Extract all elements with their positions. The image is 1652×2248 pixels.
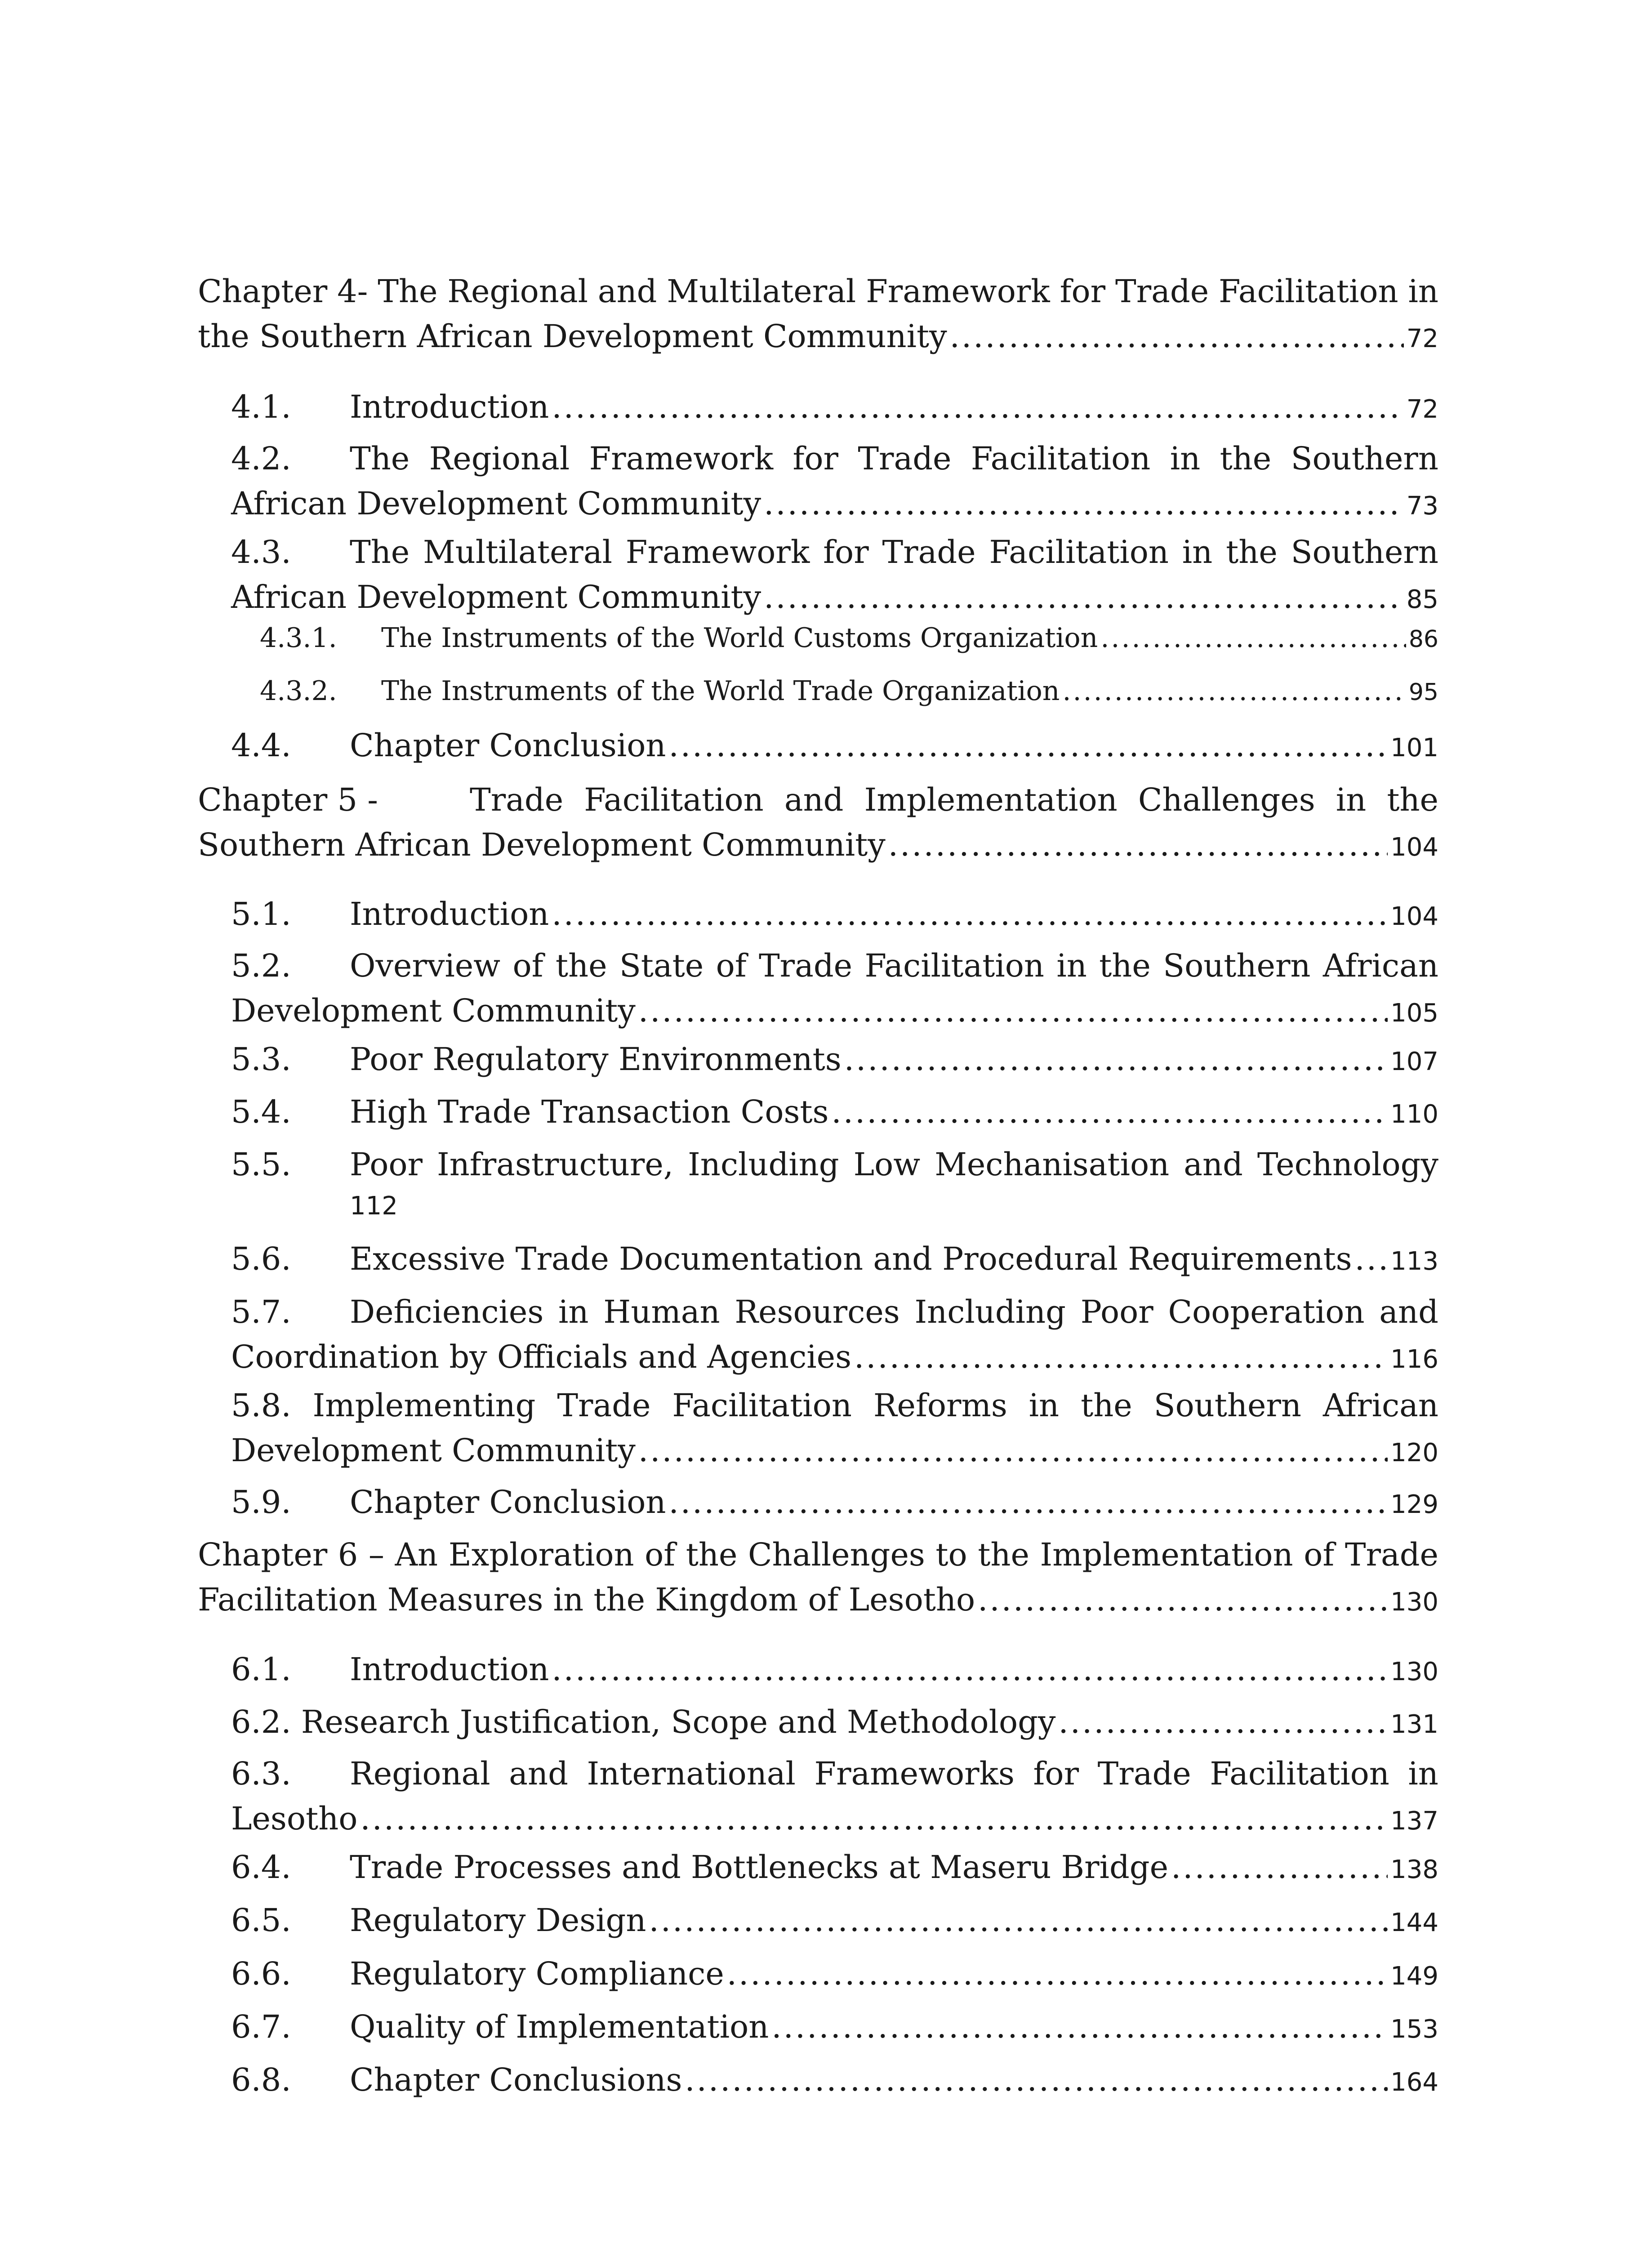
dot-leader: [764, 578, 1404, 617]
toc-entry-number: 5.6.: [231, 1240, 291, 1277]
dot-leader: [950, 317, 1404, 357]
toc-page-number: 149: [1390, 1962, 1438, 1991]
toc-page-number: 104: [1390, 833, 1438, 862]
toc-word: Trade: [1345, 1536, 1438, 1573]
dot-leader: [1062, 674, 1406, 708]
toc-word: of: [1304, 1536, 1335, 1573]
toc-page-number: 85: [1406, 585, 1438, 614]
toc-word: Chapter: [198, 1536, 328, 1573]
toc-entry-title: Regulatory Design: [350, 1902, 646, 1939]
toc-page-number: 105: [1390, 999, 1438, 1028]
toc-entry-line: [231, 578, 1438, 620]
dot-leader: [552, 388, 1403, 427]
toc-word: the: [1226, 534, 1278, 571]
toc-entry-title: the Southern African Development Community: [198, 318, 947, 355]
toc-entry-line: [198, 825, 1438, 867]
toc-entry-title: Chapter Conclusion: [350, 727, 666, 764]
toc-entry-line: [198, 317, 1438, 359]
dot-leader: [831, 1093, 1388, 1132]
toc-word: in: [1170, 440, 1201, 477]
dot-leader: [854, 1338, 1388, 1377]
toc-entry-title: Introduction: [350, 1651, 549, 1688]
toc-entry-number: 5.4.: [231, 1093, 291, 1130]
toc-word: Challenges: [748, 1536, 925, 1573]
toc-word: Facilitation: [584, 781, 764, 818]
toc-entry-title: Southern African Development Community: [198, 826, 886, 863]
toc-word: Framework: [589, 440, 774, 477]
toc-entry-title: Coordination by Officials and Agencies: [231, 1338, 852, 1375]
toc-word: Implementing: [312, 1387, 536, 1424]
toc-entry-line: [231, 1338, 1438, 1379]
toc-entry-number: 6.5.: [231, 1902, 291, 1939]
toc-entry-number: 6.3.: [231, 1755, 291, 1792]
toc-entry-line: [350, 2007, 1438, 2049]
toc-word: Chapter: [198, 273, 328, 310]
toc-entry-title: [470, 781, 1438, 820]
toc-word: State: [619, 947, 704, 984]
toc-word: Southern: [1291, 534, 1438, 571]
toc-word: Regional: [447, 273, 588, 310]
toc-word: the: [686, 1536, 738, 1573]
toc-word: Challenges: [1138, 781, 1315, 818]
toc-entry-title: Chapter Conclusions: [350, 2061, 682, 2098]
toc-word: Resources: [735, 1293, 900, 1330]
toc-word: Trade: [470, 781, 564, 818]
toc-entry-title: Introduction: [350, 896, 549, 932]
toc-word: and: [784, 781, 844, 818]
toc-word: for: [1033, 1755, 1079, 1792]
dot-leader: [844, 1040, 1388, 1079]
toc-entry-title: Facilitation Measures in the Kingdom of Lesotho: [198, 1581, 975, 1618]
toc-entry-line: [350, 726, 1438, 768]
toc-entry-number: 6.4.: [231, 1849, 291, 1886]
toc-word: Cooperation: [1168, 1293, 1365, 1330]
toc-word: Southern: [1163, 947, 1311, 984]
toc-word: The: [350, 534, 410, 571]
toc-word: Facilitation: [1219, 273, 1398, 310]
dot-leader: [638, 991, 1388, 1031]
toc-entry-title: The Instruments of the World Trade Organization: [381, 675, 1060, 707]
toc-entry-title: Chapter Conclusion: [350, 1484, 666, 1521]
toc-entry-number: 4.3.2.: [260, 675, 337, 707]
toc-word: Framework: [625, 534, 810, 571]
toc-entry-number: 4.2.: [231, 440, 291, 477]
toc-word: of: [645, 1536, 676, 1573]
toc-word: Low: [853, 1146, 921, 1183]
toc-entry-line: [350, 1901, 1438, 1943]
toc-word: Technology: [1257, 1146, 1438, 1183]
toc-page-number: 138: [1390, 1855, 1438, 1884]
toc-word: Implementation: [1040, 1536, 1293, 1573]
toc-entry-line: [350, 388, 1438, 429]
toc-word: to: [935, 1536, 967, 1573]
toc-page-number: 129: [1390, 1490, 1438, 1519]
toc-entry-title: 6.2. Research Justification, Scope and Methodology: [231, 1704, 1056, 1740]
toc-page-number: 164: [1390, 2068, 1438, 2097]
toc-word: and: [597, 273, 657, 310]
dot-leader: [668, 1483, 1388, 1522]
toc-word: African: [1322, 1387, 1438, 1424]
toc-page-number: 130: [1390, 1657, 1438, 1686]
toc-word: Reforms: [873, 1387, 1007, 1424]
toc-word: for: [823, 534, 869, 571]
toc-word: of: [716, 947, 747, 984]
toc-word: Trade: [1115, 273, 1209, 310]
toc-word: Poor: [350, 1146, 423, 1183]
toc-entry-title: Development Community: [231, 1432, 636, 1469]
toc-entry-number: 5.7.: [231, 1293, 291, 1330]
toc-word: the: [1387, 781, 1438, 818]
toc-entry-title: [350, 1754, 1438, 1794]
toc-entry-title: [350, 1293, 1438, 1332]
toc-entry-line: [198, 1580, 1438, 1622]
toc-word: Frameworks: [814, 1755, 1015, 1792]
toc-word: Human: [603, 1293, 720, 1330]
toc-entry-number: 5.2.: [231, 947, 291, 984]
toc-entry-line: [231, 1799, 1438, 1841]
dot-leader: [685, 2061, 1388, 2100]
toc-page-number: 137: [1390, 1806, 1438, 1836]
toc-word: for: [793, 440, 838, 477]
toc-word: Southern: [1153, 1387, 1301, 1424]
toc-word: in: [1336, 781, 1367, 818]
toc-word: Facilitation: [1210, 1755, 1389, 1792]
toc-word: The: [350, 440, 410, 477]
toc-word: in: [558, 1293, 589, 1330]
dot-leader: [1355, 1240, 1388, 1279]
toc-word: Overview: [350, 947, 501, 984]
toc-word: The: [378, 273, 438, 310]
toc-word: for: [1060, 273, 1106, 310]
toc-word: Facilitation: [864, 947, 1044, 984]
toc-entry-title: [350, 533, 1438, 572]
toc-word: Multilateral: [667, 273, 856, 310]
toc-word: Mechanisation: [935, 1146, 1170, 1183]
toc-page-number: 120: [1390, 1438, 1438, 1467]
toc-page-number: 107: [1390, 1047, 1438, 1076]
dot-leader: [552, 1650, 1388, 1690]
toc-word: Regional: [350, 1755, 490, 1792]
toc-page-number: 73: [1406, 491, 1438, 521]
toc-entry-title: [198, 272, 1438, 312]
toc-word: Including: [914, 1293, 1066, 1330]
toc-word: Trade: [858, 440, 952, 477]
toc-word: Trade: [557, 1387, 651, 1424]
toc-entry-title: [231, 1386, 1438, 1426]
toc-page-number: 95: [1408, 679, 1438, 706]
toc-entry-line: [381, 621, 1438, 656]
dot-leader: [1171, 1848, 1388, 1887]
toc-entry-title: [350, 1145, 1438, 1185]
toc-entry-number: 6.6.: [231, 1955, 291, 1992]
toc-word: in: [1408, 1755, 1438, 1792]
dot-leader: [649, 1901, 1388, 1940]
toc-word: Multilateral: [423, 534, 612, 571]
toc-entry-line: [350, 1848, 1438, 1890]
toc-page-number: 116: [1390, 1345, 1438, 1374]
toc-entry-line: [350, 1483, 1438, 1525]
toc-entry-title: [350, 439, 1438, 479]
toc-word: Trade: [1097, 1755, 1191, 1792]
toc-word: and: [1379, 1293, 1438, 1330]
toc-entry-line: [231, 484, 1438, 526]
toc-entry-line: [350, 2061, 1438, 2102]
toc-word: in: [1408, 273, 1438, 310]
toc-entry-title: Quality of Implementation: [350, 2008, 769, 2045]
toc-entry-line: [231, 1703, 1438, 1744]
toc-word: An: [395, 1536, 438, 1573]
toc-entry-line: [350, 895, 1438, 937]
toc-page-number: 144: [1390, 1908, 1438, 1937]
toc-page-number: 104: [1390, 902, 1438, 931]
toc-page-number: 110: [1390, 1100, 1438, 1129]
toc-word: 6: [338, 1536, 358, 1573]
toc-word: the: [555, 947, 607, 984]
dot-leader: [978, 1580, 1388, 1620]
dot-leader: [638, 1431, 1388, 1471]
toc-entry-title: [350, 946, 1438, 986]
toc-entry-number: 4.1.: [231, 388, 291, 425]
toc-entry-title: African Development Community: [231, 485, 761, 522]
toc-entry-number: 4.3.1.: [260, 622, 337, 654]
toc-entry-number: Chapter 5 -: [198, 781, 378, 818]
toc-entry-line: [381, 674, 1438, 709]
toc-entry-number: 5.9.: [231, 1484, 291, 1521]
toc-word: Framework: [866, 273, 1050, 310]
toc-entry-number: 4.4.: [231, 727, 291, 764]
toc-word: 4-: [337, 273, 368, 310]
toc-word: Facilitation: [672, 1387, 852, 1424]
toc-page-number: 72: [1406, 324, 1438, 353]
toc-page-number: 131: [1390, 1710, 1438, 1739]
toc-word: in: [1029, 1387, 1060, 1424]
toc-entry-title: Poor Regulatory Environments: [350, 1041, 842, 1078]
toc-entry-number: 5.3.: [231, 1041, 291, 1078]
toc-word: –: [368, 1536, 384, 1573]
toc-entry-line: [231, 991, 1438, 1033]
toc-entry-title: Introduction: [350, 388, 549, 425]
toc-word: Trade: [758, 947, 853, 984]
dot-leader: [1100, 621, 1406, 655]
toc-word: Trade: [882, 534, 976, 571]
toc-word: in: [1056, 947, 1087, 984]
toc-page-number: 153: [1390, 2015, 1438, 2044]
toc-entry-number: 5.5.: [231, 1146, 291, 1183]
toc-page-number: 86: [1408, 626, 1438, 653]
toc-word: Facilitation: [989, 534, 1169, 571]
toc-word: International: [587, 1755, 796, 1792]
toc-word: Exploration: [448, 1536, 634, 1573]
toc-word: Infrastructure,: [437, 1146, 674, 1183]
toc-word: in: [1182, 534, 1213, 571]
toc-entry-number: 5.1.: [231, 896, 291, 932]
toc-word: and: [1184, 1146, 1243, 1183]
toc-entry-title: Lesotho: [231, 1800, 358, 1837]
toc-word: the: [1099, 947, 1151, 984]
toc-entry-line: [350, 1954, 1438, 1996]
toc-word: Including: [688, 1146, 839, 1183]
toc-page-number: 112: [350, 1191, 398, 1221]
toc-word: Regional: [429, 440, 570, 477]
toc-entry-title: [198, 1535, 1438, 1575]
toc-page-number: 113: [1390, 1247, 1438, 1276]
toc-word: Facilitation: [971, 440, 1151, 477]
toc-entry-title: Regulatory Compliance: [350, 1955, 724, 1992]
toc-word: Deficiencies: [350, 1293, 544, 1330]
toc-word: Poor: [1080, 1293, 1153, 1330]
dot-leader: [668, 726, 1388, 766]
dot-leader: [360, 1799, 1388, 1839]
toc-entry-line: [350, 1240, 1438, 1281]
toc-word: 5.8.: [231, 1387, 291, 1424]
toc-entry-title: Development Community: [231, 992, 636, 1029]
toc-entry-line: [350, 1040, 1438, 1082]
toc-word: African: [1322, 947, 1438, 984]
toc-entry-title: The Instruments of the World Customs Organization: [381, 622, 1098, 654]
dot-leader: [727, 1954, 1388, 1994]
toc-word: and: [509, 1755, 568, 1792]
toc-word: Southern: [1291, 440, 1438, 477]
toc-page-number: 130: [1390, 1588, 1438, 1617]
dot-leader: [552, 895, 1388, 934]
toc-page-number: 101: [1390, 733, 1438, 763]
toc-word: the: [1220, 440, 1272, 477]
toc-word: of: [512, 947, 543, 984]
toc-entry-number: 4.3.: [231, 534, 291, 571]
toc-entry-title: High Trade Transaction Costs: [350, 1093, 829, 1130]
toc-word: the: [1081, 1387, 1132, 1424]
dot-leader: [1058, 1703, 1388, 1742]
toc-entry-line: [350, 1650, 1438, 1692]
toc-entry-title: Trade Processes and Bottlenecks at Maseru Bridge: [350, 1849, 1168, 1886]
toc-entry-title: Excessive Trade Documentation and Procedural Requirements: [350, 1240, 1352, 1277]
toc-page-number: 72: [1406, 395, 1438, 424]
toc-entry-line: [231, 1431, 1438, 1473]
dot-leader: [771, 2007, 1388, 2047]
toc-entry-title: African Development Community: [231, 579, 761, 616]
toc-word: the: [978, 1536, 1029, 1573]
dot-leader: [764, 484, 1404, 524]
toc-entry-number: 6.8.: [231, 2061, 291, 2098]
toc-entry-number: 6.7.: [231, 2008, 291, 2045]
toc-entry-line: [350, 1093, 1438, 1134]
toc-word: Implementation: [864, 781, 1118, 818]
dot-leader: [888, 825, 1388, 865]
toc-entry-number: 6.1.: [231, 1651, 291, 1688]
